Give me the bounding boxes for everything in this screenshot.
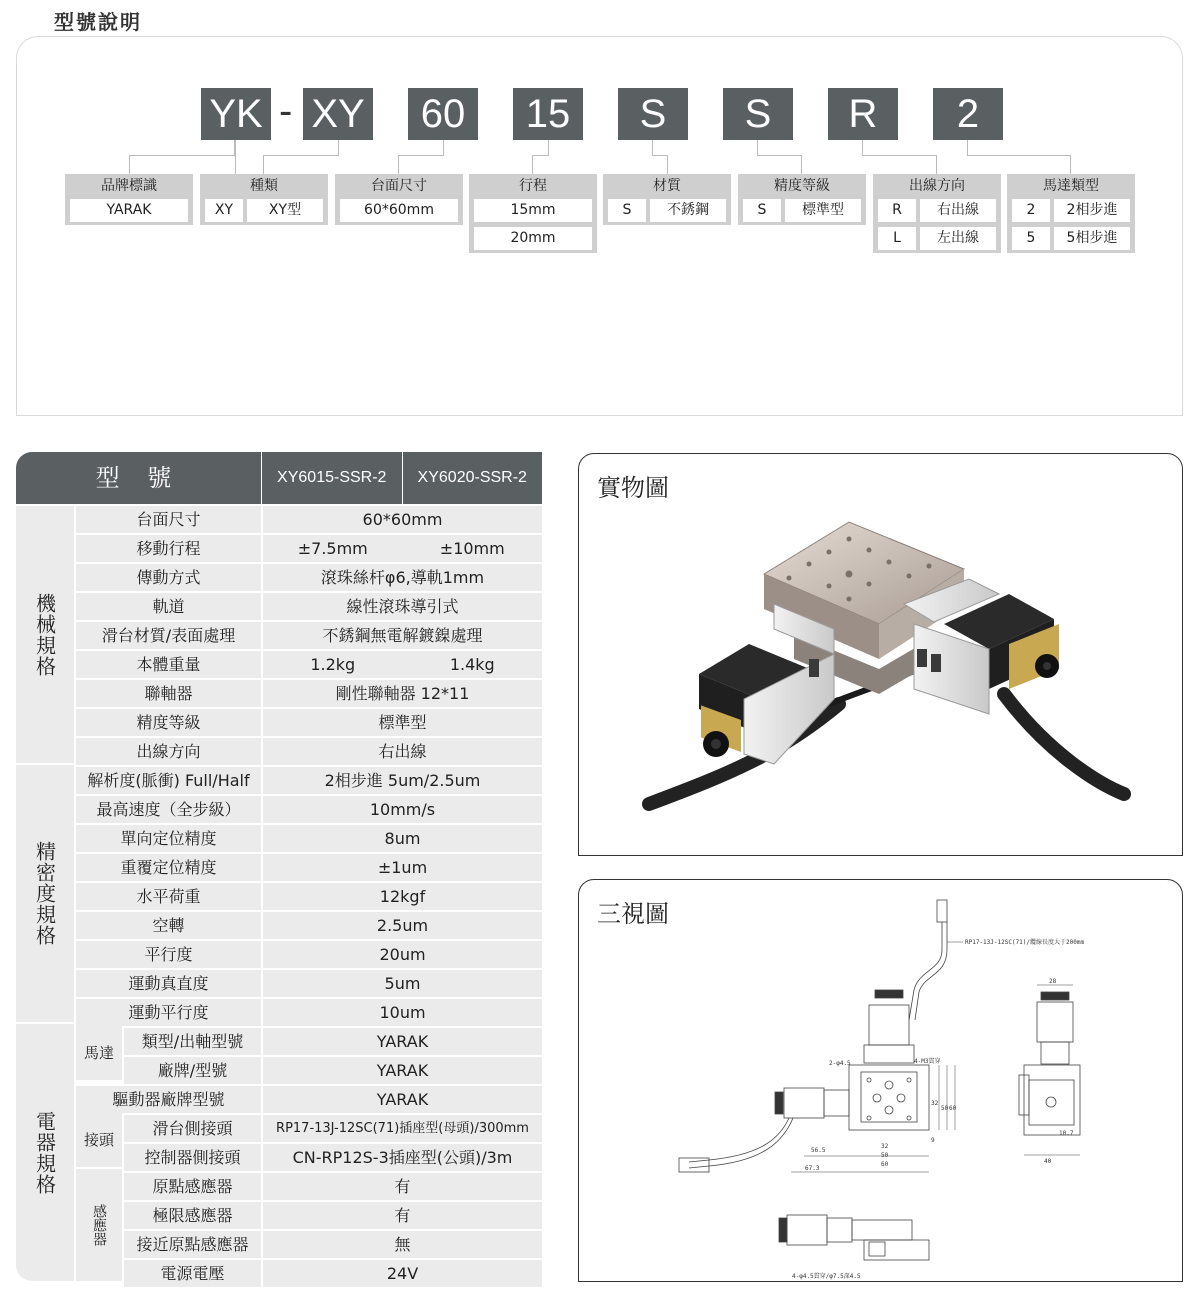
- spec-value: 有: [263, 1173, 542, 1200]
- spec-label: 滑台材質/表面處理: [76, 622, 261, 649]
- spec-label: 接近原點感應器: [124, 1231, 261, 1258]
- connector-line: [398, 155, 399, 174]
- legend-code: L: [878, 227, 916, 250]
- spec-row: [76, 593, 542, 620]
- spec-values: [263, 535, 542, 562]
- spec-label: 運動真直度: [76, 970, 261, 997]
- cable-note: RP17-13J-12SC(71)/纜線長度大于200mm: [965, 939, 1085, 946]
- spec-value: 不銹鋼無電解鍍鎳處理: [263, 622, 542, 649]
- spec-label: 台面尺寸: [76, 506, 261, 533]
- group-mechanical: [16, 506, 74, 763]
- spec-row: [76, 506, 542, 533]
- connector-line: [757, 155, 802, 156]
- spec-value: YARAK: [263, 1086, 542, 1113]
- spec-row: [124, 1173, 542, 1200]
- hole-note-3: 4-φ4.5貫穿/φ7.5深4.5: [792, 1273, 861, 1280]
- legend-head: 馬達類型: [1043, 178, 1099, 194]
- connector-line: [757, 140, 758, 156]
- spec-value: ±1um: [263, 854, 542, 881]
- subgroup-label: 馬達: [83, 1043, 114, 1062]
- subgroup-label: 感應器: [91, 1204, 107, 1246]
- spec-label: 軌道: [76, 593, 261, 620]
- spec-value: 剛性聯軸器 12*11: [263, 680, 542, 707]
- spec-value: 2相步進 5um/2.5um: [263, 767, 542, 794]
- spec-label: 原點感應器: [124, 1173, 261, 1200]
- spec-row: [124, 1202, 542, 1229]
- legend-head: 台面尺寸: [371, 178, 427, 194]
- spec-row: [76, 564, 542, 591]
- legend-head: 材質: [653, 178, 681, 194]
- spec-value: 8um: [263, 825, 542, 852]
- spec-value: YARAK: [263, 1057, 542, 1084]
- connector-line: [398, 155, 444, 156]
- dim-40: 40: [1044, 1158, 1052, 1165]
- dim-60: 60: [881, 1161, 889, 1168]
- legend-value: 20mm: [474, 227, 592, 250]
- section-title: 型號說明: [54, 10, 142, 34]
- spec-value: 線性滾珠導引式: [263, 593, 542, 620]
- spec-row: [76, 854, 542, 881]
- connector-line: [443, 140, 444, 156]
- spec-row: [124, 1057, 542, 1084]
- legend-value: 5相步進: [1054, 227, 1130, 250]
- group-label: 精密度規格: [32, 841, 57, 946]
- spec-value: RP17-13J-12SC(71)插座型(母頭)/300mm: [263, 1115, 542, 1142]
- spec-value: ±7.5mm: [297, 539, 368, 558]
- legend-value: XY型: [247, 199, 323, 222]
- spec-label: 聯軸器: [76, 680, 261, 707]
- code-material: S: [618, 88, 688, 140]
- spec-value: 10mm/s: [263, 796, 542, 823]
- legend-value: YARAK: [70, 199, 188, 222]
- spec-row: [76, 999, 542, 1026]
- connector-line: [548, 140, 549, 156]
- spec-row: [76, 535, 542, 562]
- spec-label: 滑台側接頭: [124, 1115, 261, 1142]
- code-size: 60: [408, 88, 478, 140]
- connector-line: [263, 155, 264, 174]
- connector-line: [967, 140, 968, 156]
- code-wire-direction: R: [828, 88, 898, 140]
- code-type: XY: [303, 88, 373, 140]
- spec-title: 型 號: [95, 464, 182, 492]
- dim-v-32: 32: [931, 1100, 939, 1107]
- spec-value: YARAK: [263, 1028, 542, 1055]
- dim-50: 50: [881, 1152, 889, 1159]
- spec-row: [124, 1028, 542, 1055]
- spec-label: 重覆定位精度: [76, 854, 261, 881]
- spec-row: [76, 912, 542, 939]
- spec-label: 單向定位精度: [76, 825, 261, 852]
- connector-line: [967, 155, 1071, 156]
- hole-note-1: 4-M3貫穿: [914, 1058, 941, 1065]
- legend-code: 2: [1012, 199, 1050, 222]
- spec-value: 24V: [263, 1260, 542, 1287]
- legend-code: S: [743, 199, 781, 222]
- connector-line: [652, 155, 668, 156]
- legend-code: XY: [205, 199, 243, 222]
- spec-value: 5um: [263, 970, 542, 997]
- legend-code: 5: [1012, 227, 1050, 250]
- legend-value: 右出線: [920, 199, 996, 222]
- connector-line: [1070, 155, 1071, 174]
- spec-value: 右出線: [263, 738, 542, 765]
- spec-row: [76, 680, 542, 707]
- spec-label: 控制器側接頭: [124, 1144, 261, 1171]
- spec-label: 解析度(脈衝) Full/Half: [76, 767, 261, 794]
- model-name-1: XY6015-SSR-2: [261, 452, 402, 504]
- spec-value: 1.4kg: [449, 655, 495, 674]
- spec-row: [76, 738, 542, 765]
- group-electrical: [16, 1024, 74, 1281]
- three-view-drawing: [579, 880, 1182, 1280]
- legend-head: 出線方向: [909, 178, 965, 194]
- drawing-panel-title: 三視圖: [597, 900, 669, 928]
- spec-label: 最高速度（全步級）: [76, 796, 261, 823]
- legend-value: 2相步進: [1054, 199, 1130, 222]
- legend-wire-direction: [873, 174, 1001, 253]
- dim-9: 9: [931, 1137, 935, 1144]
- dim-v-60: 60: [949, 1105, 957, 1112]
- legend-size: [335, 174, 463, 225]
- connector-line: [862, 155, 937, 156]
- spec-value: 12kgf: [263, 883, 542, 910]
- spec-label: 極限感應器: [124, 1202, 261, 1229]
- legend-head: 精度等級: [774, 178, 830, 194]
- spec-row: [76, 883, 542, 910]
- subgroup-motor: [76, 1024, 122, 1080]
- spec-header: [16, 452, 542, 504]
- spec-label: 廠牌/型號: [124, 1057, 261, 1084]
- spec-label: 驅動器廠牌型號: [76, 1086, 261, 1113]
- code-brand: YK: [201, 88, 271, 140]
- spec-value: 20um: [263, 941, 542, 968]
- spec-table: [16, 452, 542, 1283]
- dim-28: 28: [1049, 978, 1057, 985]
- legend-code: S: [608, 199, 646, 222]
- legend-value: 60*60mm: [340, 199, 458, 222]
- legend-type: [200, 174, 328, 225]
- spec-row: [76, 796, 542, 823]
- dim-67-3: 67.3: [805, 1165, 820, 1172]
- subgroup-label: 接頭: [83, 1130, 114, 1149]
- spec-label: 類型/出軸型號: [124, 1028, 261, 1055]
- spec-row: [76, 970, 542, 997]
- spec-label: 電源電壓: [124, 1260, 261, 1287]
- legend-value: 左出線: [920, 227, 996, 250]
- group-label: 機械規格: [32, 592, 57, 677]
- spec-row: [76, 767, 542, 794]
- connector-line: [263, 155, 339, 156]
- spec-value: CN-RP12S-3插座型(公頭)/3m: [263, 1144, 542, 1171]
- spec-row: [124, 1231, 542, 1258]
- dim-32: 32: [881, 1143, 889, 1150]
- legend-value: 15mm: [474, 199, 592, 222]
- spec-label: 出線方向: [76, 738, 261, 765]
- spec-label: 空轉: [76, 912, 261, 939]
- subgroup-sensor: [76, 1169, 122, 1281]
- spec-row: [76, 825, 542, 852]
- legend-head: 品牌標識: [101, 178, 157, 194]
- spec-row: [76, 1086, 542, 1113]
- spec-value: ±10mm: [439, 539, 505, 558]
- connector-line: [652, 140, 667, 141]
- hole-note-2: 2-φ4.5: [829, 1060, 851, 1067]
- spec-values: [263, 651, 542, 678]
- spec-row: [124, 1260, 542, 1287]
- legend-motor: [1007, 174, 1135, 253]
- group-label: 電器規格: [32, 1110, 57, 1195]
- spec-row: [76, 622, 542, 649]
- legend-head: 種類: [250, 178, 278, 194]
- connector-line: [234, 140, 235, 156]
- legend-precision: [738, 174, 866, 225]
- connector-line: [129, 155, 130, 174]
- model-name-2: XY6020-SSR-2: [402, 452, 543, 504]
- connector-line: [532, 155, 549, 156]
- spec-row: [76, 941, 542, 968]
- code-dash: -: [279, 89, 293, 133]
- legend-stroke: [469, 174, 597, 253]
- connector-line: [801, 155, 802, 174]
- spec-value: 60*60mm: [263, 506, 542, 533]
- legend-value: 標準型: [785, 199, 861, 222]
- dim-10-7: 10.7: [1059, 1130, 1074, 1137]
- spec-row: [76, 709, 542, 736]
- photo-panel-title: 實物圖: [597, 474, 669, 502]
- spec-value: 10um: [263, 999, 542, 1026]
- connector-line: [862, 140, 863, 156]
- connector-line: [532, 155, 533, 174]
- connector-line: [129, 155, 235, 156]
- spec-label: 移動行程: [76, 535, 261, 562]
- dim-v-50: 50: [941, 1105, 949, 1112]
- spec-row: [76, 651, 542, 678]
- drawing-panel: [578, 879, 1183, 1282]
- spec-label: 水平荷重: [76, 883, 261, 910]
- spec-label: 本體重量: [76, 651, 261, 678]
- spec-value: 滾珠絲杆φ6,導軌1mm: [263, 564, 542, 591]
- spec-value: 無: [263, 1231, 542, 1258]
- spec-row: [124, 1115, 542, 1142]
- legend-head: 行程: [519, 178, 547, 194]
- subgroup-connector: [76, 1111, 122, 1167]
- spec-value: 2.5um: [263, 912, 542, 939]
- product-photo: [579, 454, 1182, 854]
- spec-row: [124, 1144, 542, 1171]
- photo-panel: [578, 453, 1183, 856]
- spec-body: [16, 504, 542, 1283]
- code-precision: S: [723, 88, 793, 140]
- spec-label: 運動平行度: [76, 999, 261, 1026]
- group-precision: [16, 765, 74, 1022]
- spec-label: 精度等級: [76, 709, 261, 736]
- legend-material: [603, 174, 731, 225]
- connector-line: [652, 140, 653, 156]
- connector-line: [129, 140, 236, 174]
- spec-label: 平行度: [76, 941, 261, 968]
- connector-line: [936, 155, 937, 174]
- spec-label: 傳動方式: [76, 564, 261, 591]
- code-motor: 2: [933, 88, 1003, 140]
- connector-line: [667, 155, 668, 174]
- spec-value: 1.2kg: [310, 655, 356, 674]
- connector-line: [338, 140, 339, 156]
- spec-value: 有: [263, 1202, 542, 1229]
- spec-value: 標準型: [263, 709, 542, 736]
- code-stroke: 15: [513, 88, 583, 140]
- dim-56-5: 56.5: [811, 1147, 826, 1154]
- legend-value: 不銹鋼: [650, 199, 726, 222]
- legend-code: R: [878, 199, 916, 222]
- legend-brand: [65, 174, 193, 225]
